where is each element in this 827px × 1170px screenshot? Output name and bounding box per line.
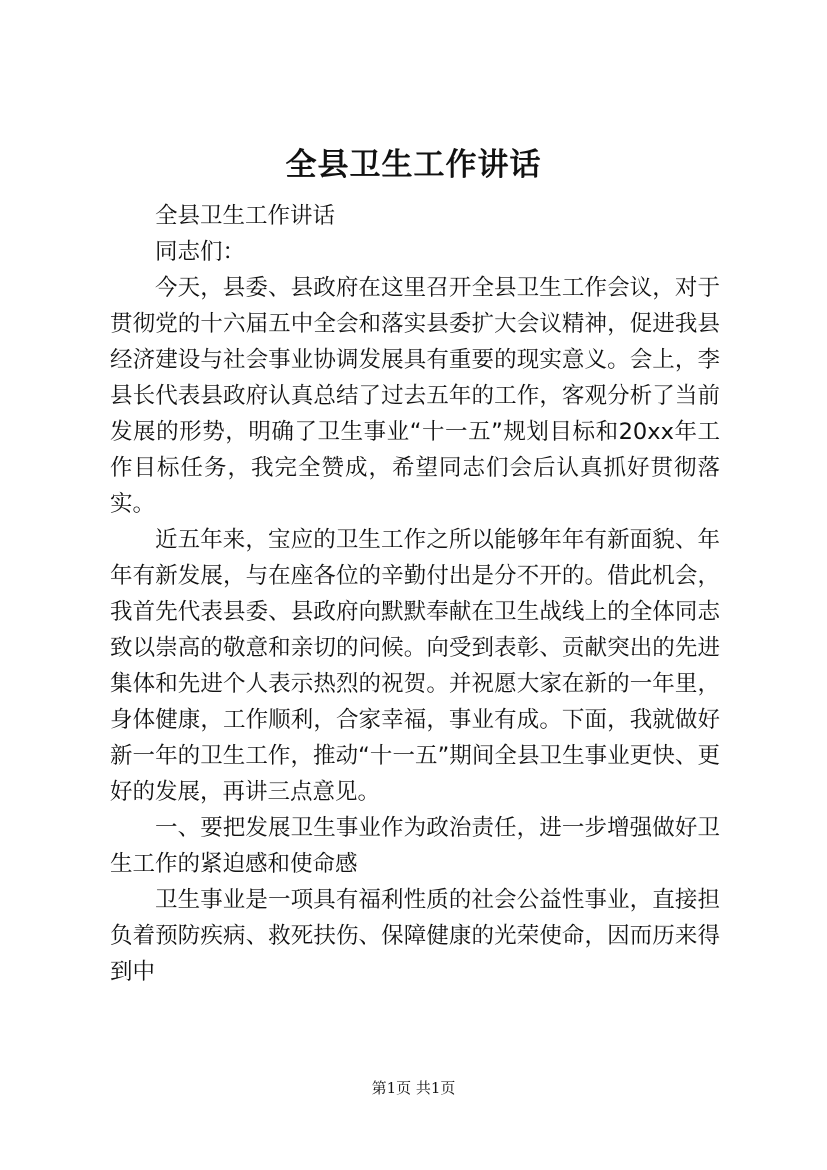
paragraph-subtitle: 全县卫生工作讲话	[155, 203, 336, 229]
paragraph-salutation: 同志们：	[155, 239, 246, 265]
document-body	[110, 198, 720, 990]
paragraph-achievements: 近五年来，宝应的卫生工作之所以能够年年有新面貌、年年有新发展，与在座各位的辛勤付出是分不开的。借此机会，我首先代表县委、县政府向默默奉献在卫生战线上的全体同志致以崇高的敬意和亲切的问候。向受到表彰、贡献突出的先进集体和先进个人表示热烈的祝贺。并祝愿大家在新的一年里，身体健康，工作顺利，合家幸福，事业有成。下面，我就做好新一年的卫生工作，推动“十一五”期间全县卫生事业更快、更好的发展，再讲三点意见。	[110, 527, 720, 805]
page-footer: 第1页 共1页	[371, 1079, 456, 1097]
document-title: 全县卫生工作讲话	[285, 147, 542, 183]
section-heading-1: 一、要把发展卫生事业作为政治责任，进一步增强做好卫生工作的紧迫感和使命感	[110, 815, 720, 877]
paragraph-opening: 今天，县委、县政府在这里召开全县卫生工作会议，对于贯彻党的十六届五中全会和落实县委扩大会议精神，促进我县经济建设与社会事业协调发展具有重要的现实意义。会上，李县长代表县政府认真总结了过去五年的工作，客观分析了当前发展的形势，明确了卫生事业“十一五”规划目标和20xx年工作目标任务，我完全赞成，希望同志们会后认真抓好贯彻落实。	[110, 275, 720, 517]
paragraph-section-1: 卫生事业是一项具有福利性质的社会公益性事业，直接担负着预防疾病、救死扶伤、保障健康的光荣使命，因而历来得到中	[110, 887, 720, 985]
